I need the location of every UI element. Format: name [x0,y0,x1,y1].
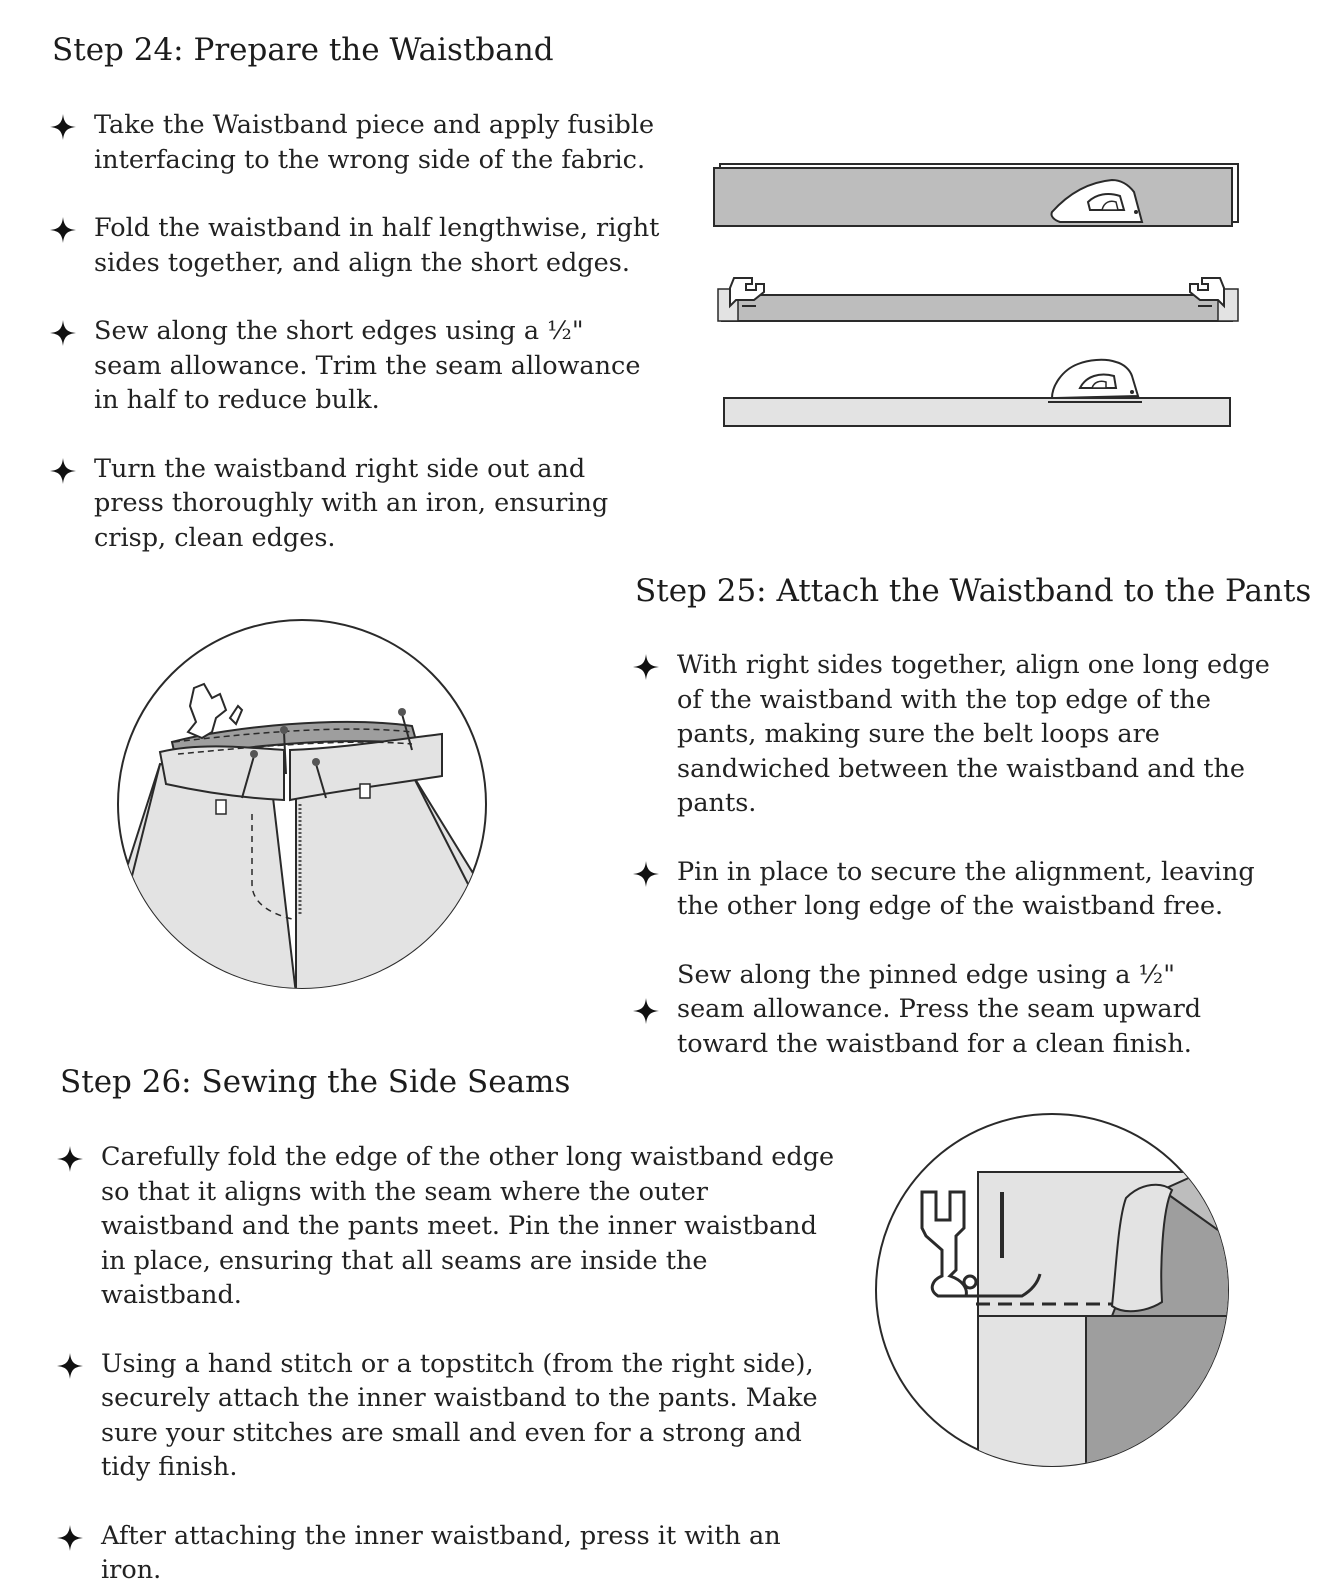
step25-item-3: Sew along the pinned edge using a ½" seam allowance. Press the seam upward toward the waistband for a clean finish. [677,959,1202,1059]
star-bullet-icon [633,861,659,887]
list-item [57,1519,837,1588]
list-item [50,211,700,280]
list-item [50,108,700,177]
waistband-strips-illustration [712,160,1252,435]
star-bullet-icon [57,1353,83,1379]
step26-item-3: After attaching the inner waistband, press it with an iron. [101,1520,781,1585]
list-item [50,314,700,418]
star-bullet-icon [50,114,76,140]
list-item [633,648,1293,821]
list-item [633,958,1293,1062]
step26-item-2: Using a hand stitch or a topstitch (from the right side), securely attach the inner waistband to the pants. Make sure your stitches are small and even for a strong and tidy finish. [101,1348,818,1482]
sewn-waistband-strip [718,278,1238,321]
star-bullet-icon [57,1525,83,1551]
step25-list [633,648,1293,1061]
step24-item-4: Turn the waistband right side out and press thoroughly with an iron, ensuring crisp, clean edges. [94,453,609,553]
star-bullet-icon [633,654,659,680]
step26-list [57,1140,837,1588]
step24-list [50,108,700,555]
pinned-waistband-illustration [112,614,492,994]
iron-icon [1048,360,1142,402]
step24-item-1: Take the Waistband piece and apply fusible interfacing to the wrong side of the fabric. [94,110,655,175]
list-item [50,452,700,556]
step25-item-1: With right sides together, align one long edge of the waistband with the top edge of the pants, making sure the belt loops are sandwiched between the waistband and the pants. [677,650,1270,818]
list-item [633,855,1293,924]
list-item [57,1140,837,1313]
star-bullet-icon [50,458,76,484]
step25-title: Step 25: Attach the Waistband to the Pants [635,573,1312,609]
star-bullet-icon [57,1146,83,1172]
interfaced-waistband-strip [714,164,1238,226]
step25-item-2: Pin in place to secure the alignment, leaving the other long edge of the waistband free. [677,856,1255,921]
step24-item-3: Sew along the short edges using a ½" seam allowance. Trim the seam allowance in half to reduce bulk. [94,316,641,415]
pressed-waistband-strip [724,360,1230,426]
step24-title: Step 24: Prepare the Waistband [52,32,554,68]
step26-title: Step 26: Sewing the Side Seams [60,1064,571,1100]
star-bullet-icon [50,217,76,243]
inner-waistband-illustration [872,1110,1232,1470]
step26-item-1: Carefully fold the edge of the other long waistband edge so that it aligns with the seam where the outer waistband and the pants meet. Pin the inner waistband in place, ensuring that all seams are inside the waistband. [101,1142,835,1310]
step24-item-2: Fold the waistband in half lengthwise, right sides together, and align the short edges. [94,213,660,278]
list-item [57,1347,837,1485]
star-bullet-icon [50,320,76,346]
star-bullet-icon [633,998,659,1024]
